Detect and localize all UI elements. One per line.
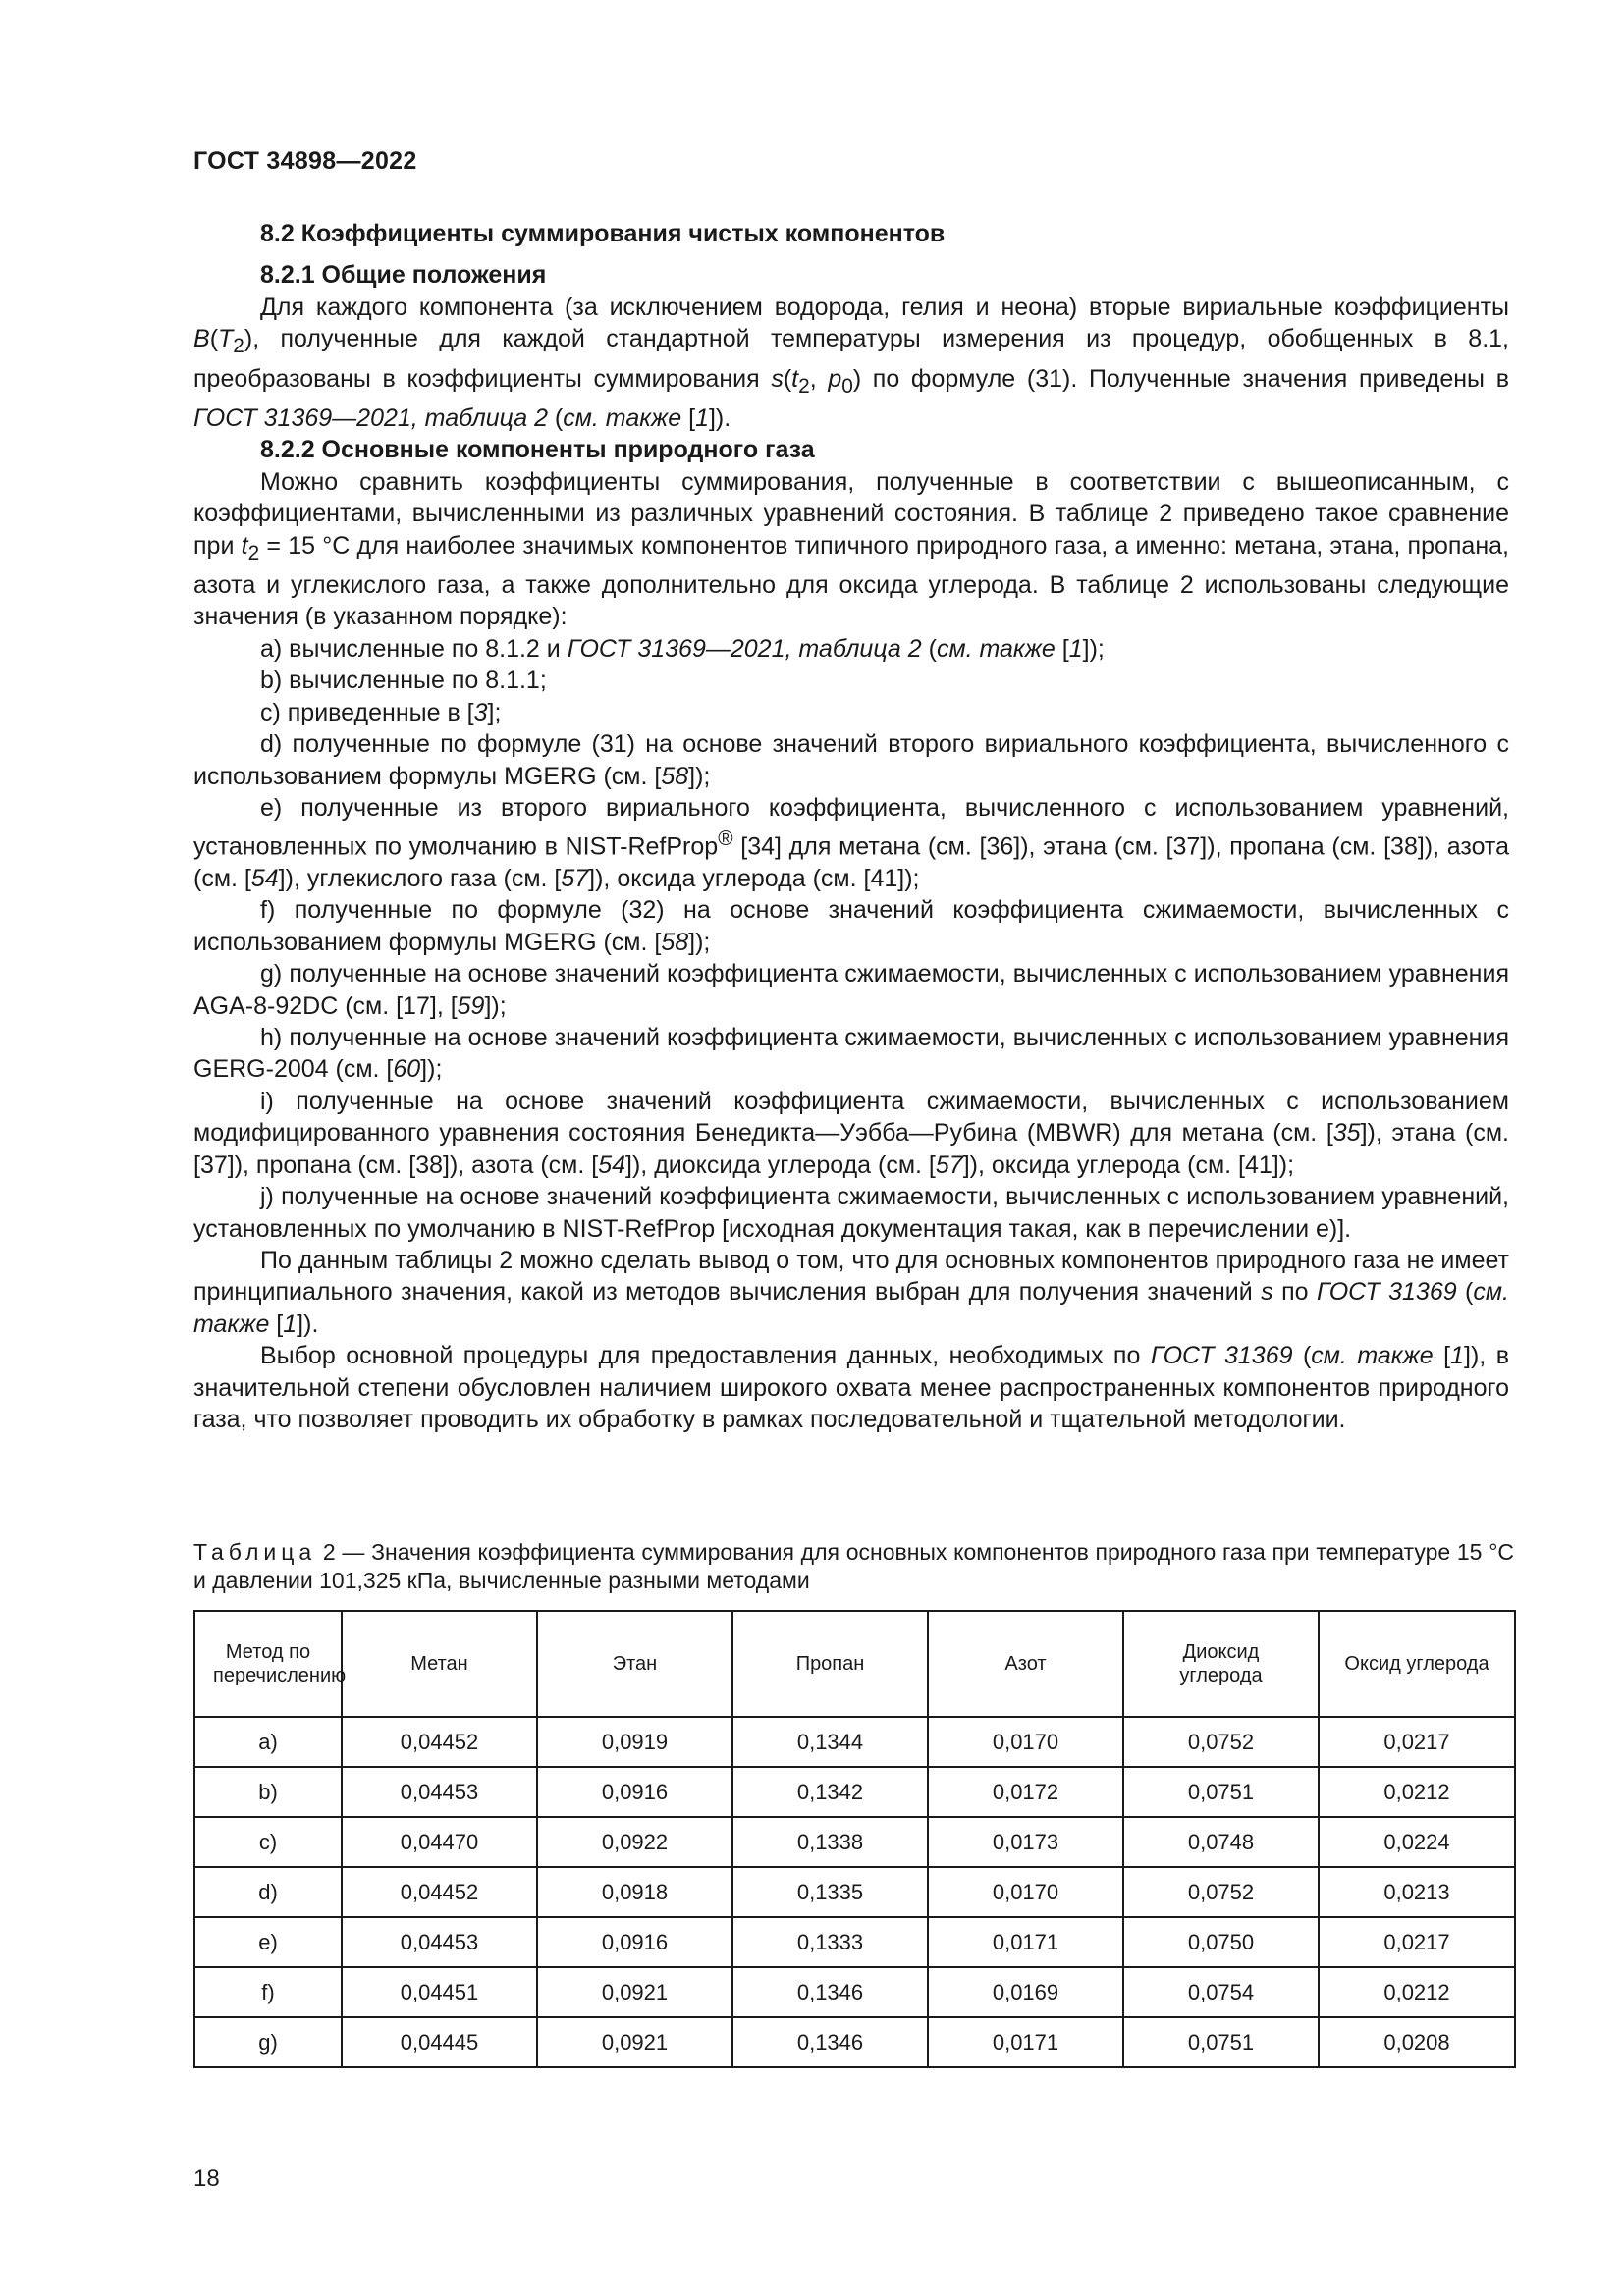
- table-cell: 0,0751: [1123, 1767, 1319, 1817]
- table-row: [194, 1917, 1515, 1967]
- table-cell: 0,1344: [732, 1717, 928, 1767]
- table-cell: 0,0217: [1319, 1917, 1515, 1967]
- table-row: [194, 2017, 1515, 2067]
- table-cell: a): [194, 1717, 342, 1767]
- table-cell: 0,0212: [1319, 1967, 1515, 2017]
- table-cell: 0,0750: [1123, 1917, 1319, 1967]
- table-cell: 0,0224: [1319, 1817, 1515, 1867]
- table-header-cell: Диоксид углерода: [1123, 1611, 1319, 1717]
- paragraph-conclusion: По данным таблицы 2 можно сделать вывод о том, что для основных компонентов природного газа не имеет принципиального значения, какой из методов вычисления выбран для получения значений s по ГОСТ 31369 (см. также [1]).: [193, 1246, 1509, 1338]
- table-cell: 0,0921: [537, 2017, 732, 2067]
- table-cell: 0,0172: [928, 1767, 1123, 1817]
- table-cell: 0,0170: [928, 1717, 1123, 1767]
- list-item-f: f) полученные по формуле (32) на основе значений коэффициента сжимаемости, вычисленных с использованием формулы MGERG (см. [58]);: [193, 896, 1509, 956]
- table-cell: 0,0916: [537, 1767, 732, 1817]
- list-item-c: c) приведенные в [3];: [260, 698, 502, 726]
- section-heading-8-2-1: 8.2.1 Общие положения: [260, 261, 547, 290]
- table-header-row: [194, 1611, 1515, 1717]
- table-cell: 0,0919: [537, 1717, 732, 1767]
- table-header-cell: Этан: [537, 1611, 732, 1717]
- paragraph-comparison: Можно сравнить коэффициенты суммирования, полученные в соответствии с вышеописанным, с коэффициентами, вычисленными из различных уравнений состояния. В таблице 2 приведено такое сравнение при $t_2 = 15$ °C для наиболее значимых компонентов типичного природного газа, а именно: метана, этана, пропана, азота и углекислого газа, а также дополнительно для оксида углерода. В таблице 2 использованы следующие значения (в указанном порядке):: [193, 467, 1509, 631]
- paragraph-general: Для каждого компонента (за исключением водорода, гелия и неона) вторые вириальные коэффициенты $B(T_2)$, полученные для каждой стандартной температуры измерения из процедур, обобщенных в 8.1, преобразованы в коэффициенты суммирования $s(t_2$, $p_0$) по формуле (31). Полученные значения приведены в ГОСТ 31369—2021, таблица 2 (см. также [1]).: [193, 293, 1509, 433]
- table-cell: 0,0213: [1319, 1867, 1515, 1917]
- table-row: [194, 1967, 1515, 2017]
- table-cell: 0,0752: [1123, 1717, 1319, 1767]
- table-cell: 0,0208: [1319, 2017, 1515, 2067]
- list-item-g: g) полученные на основе значений коэффициента сжимаемости, вычисленных с использованием уравнения AGA-8-92DC (см. [17], [59]);: [193, 960, 1509, 1020]
- table-row: [194, 1867, 1515, 1917]
- table-cell: 0,1338: [732, 1817, 928, 1867]
- table-cell: 0,0754: [1123, 1967, 1319, 2017]
- table-cell: 0,0748: [1123, 1817, 1319, 1867]
- table-cell: e): [194, 1917, 342, 1967]
- table-cell: 0,04451: [342, 1967, 537, 2017]
- table-cell: 0,04445: [342, 2017, 537, 2067]
- section-heading-8-2-2: 8.2.2 Основные компоненты природного газа: [260, 436, 815, 464]
- paragraph-procedure: Выбор основной процедуры для предоставления данных, необходимых по ГОСТ 31369 (см. также [1]), в значительной степени обусловлен наличием широкого охвата менее распространенных компонентов природного газа, что позволяет проводить их обработку в рамках последовательной и тщательной методологии.: [193, 1342, 1509, 1433]
- table-cell: 0,0169: [928, 1967, 1123, 2017]
- table-cell: 0,0173: [928, 1817, 1123, 1867]
- table-cell: 0,0171: [928, 1917, 1123, 1967]
- summation-factor-table: [193, 1610, 1516, 2068]
- table-cell: 0,0918: [537, 1867, 732, 1917]
- list-item-b: b) вычисленные по 8.1.1;: [260, 667, 547, 695]
- table-cell: 0,0212: [1319, 1767, 1515, 1817]
- table-cell: 0,1346: [732, 2017, 928, 2067]
- table-row: [194, 1817, 1515, 1867]
- table-cell: 0,0752: [1123, 1867, 1319, 1917]
- table-cell: 0,1335: [732, 1867, 928, 1917]
- list-item-d: d) полученные по формуле (31) на основе значений второго вириального коэффициента, вычисленного с использованием формулы MGERG (см. [58]);: [193, 730, 1509, 790]
- table-row: [194, 1717, 1515, 1767]
- table-cell: 0,0217: [1319, 1717, 1515, 1767]
- list-item-h: h) полученные на основе значений коэффициента сжимаемости, вычисленных с использованием уравнения GERG-2004 (см. [60]);: [193, 1024, 1509, 1084]
- table-header-cell: Пропан: [732, 1611, 928, 1717]
- table-cell: 0,1346: [732, 1967, 928, 2017]
- list-item-i: i) полученные на основе значений коэффициента сжимаемости, вычисленных с использованием модифицированного уравнения состояния Бенедикта—Уэбба—Рубина (MBWR) для метана (см. [35]), этана (см. [37]), пропана (см. [38]), азота (см. [54]), диоксида углерода (см. [57]), оксида углерода (см. [41]);: [193, 1087, 1509, 1179]
- table-caption: Таблица 2 — Значения коэффициента суммирования для основных компонентов природного газа при температуре 15 °C и давлении 101,325 кПа, вычисленные разными методами: [193, 1539, 1514, 1593]
- list-item-j: j) полученные на основе значений коэффициента сжимаемости, вычисленных с использованием уравнений, установленных по умолчанию в NIST-RefProp [исходная документация такая, как в перечислении e)].: [193, 1183, 1509, 1243]
- list-item-e: e) полученные из второго вириального коэффициента, вычисленного с использованием уравнений, установленных по умолчанию в NIST-RefProp® [34] для метана (см. [36]), этана (см. [37]), пропана (см. [38]), азота (см. [54]), углекислого газа (см. [57]), оксида углерода (см. [41]);: [193, 793, 1509, 893]
- table-cell: 0,04470: [342, 1817, 537, 1867]
- table-cell: f): [194, 1967, 342, 2017]
- list-item-a: a) вычисленные по 8.1.2 и ГОСТ 31369—2021, таблица 2 (см. также [1]);: [260, 634, 1105, 663]
- table-cell: 0,0170: [928, 1867, 1123, 1917]
- table-cell: 0,0171: [928, 2017, 1123, 2067]
- section-heading-8-2: 8.2 Коэффициенты суммирования чистых компонентов: [260, 220, 946, 247]
- table-cell: g): [194, 2017, 342, 2067]
- table-cell: 0,0751: [1123, 2017, 1319, 2067]
- table-cell: 0,04452: [342, 1717, 537, 1767]
- table-cell: d): [194, 1867, 342, 1917]
- table-cell: b): [194, 1767, 342, 1817]
- document-header: ГОСТ 34898—2022: [193, 147, 417, 175]
- table-cell: 0,04453: [342, 1917, 537, 1967]
- table-cell: 0,0922: [537, 1817, 732, 1867]
- table-row: [194, 1767, 1515, 1817]
- document-body: [193, 218, 1509, 1435]
- table-cell: 0,1342: [732, 1767, 928, 1817]
- table-header-cell: Метан: [342, 1611, 537, 1717]
- table-header-cell: Метод по перечислению: [194, 1611, 342, 1717]
- table-cell: 0,04452: [342, 1867, 537, 1917]
- table-cell: 0,0921: [537, 1967, 732, 2017]
- table-cell: c): [194, 1817, 342, 1867]
- table-cell: 0,1333: [732, 1917, 928, 1967]
- page-number: 18: [193, 2165, 220, 2192]
- table-cell: 0,0916: [537, 1917, 732, 1967]
- table-header-cell: Оксид углерода: [1319, 1611, 1515, 1717]
- table-header-cell: Азот: [928, 1611, 1123, 1717]
- table-cell: 0,04453: [342, 1767, 537, 1817]
